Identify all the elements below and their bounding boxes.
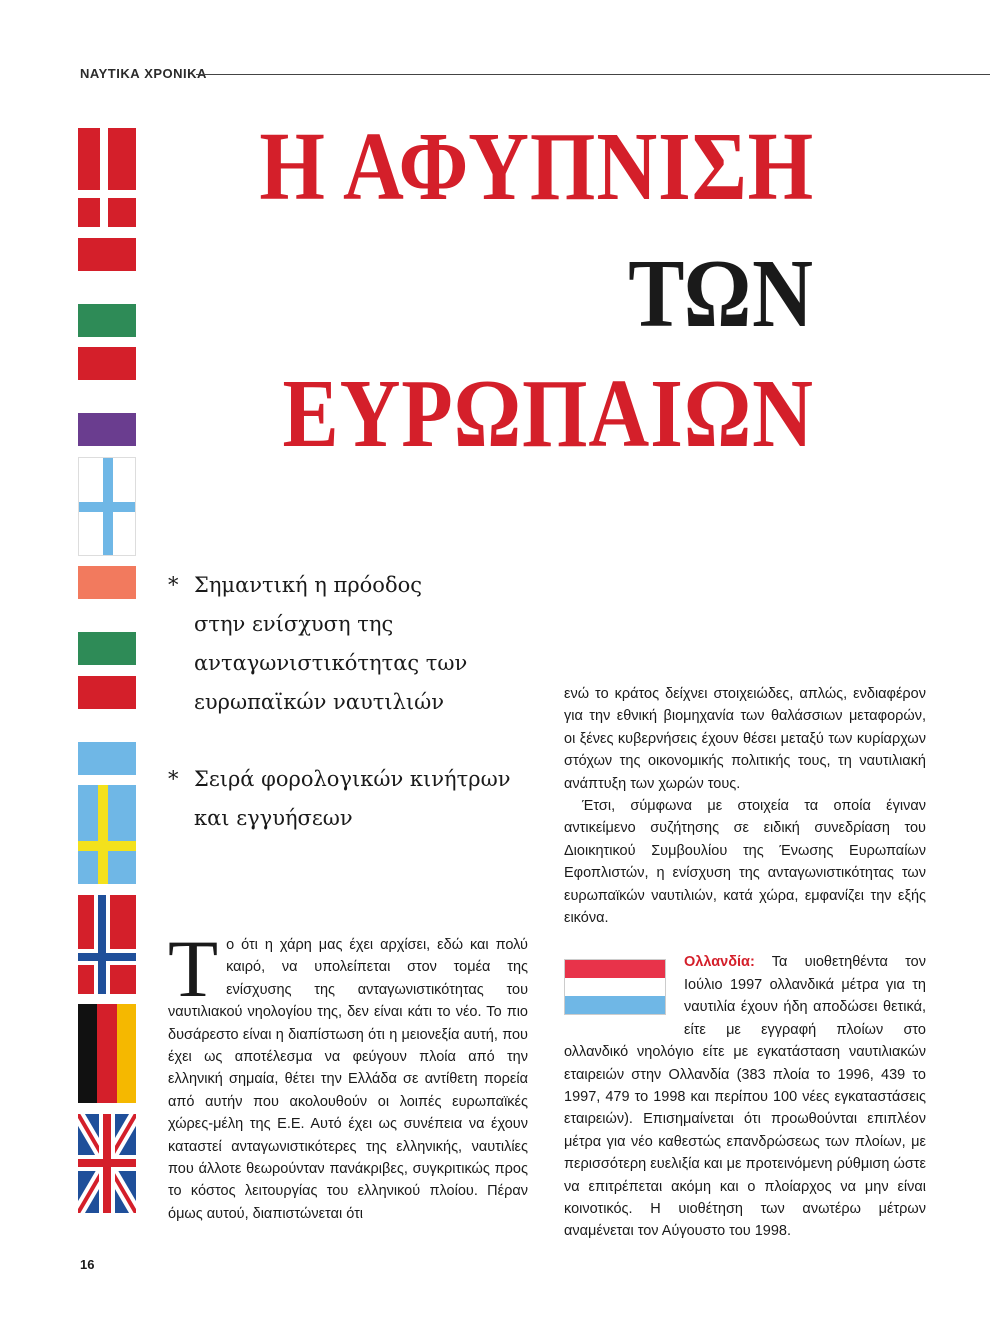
drop-cap: Τ <box>168 923 219 1014</box>
flag-finland <box>78 457 136 556</box>
flag-sweden <box>78 785 136 884</box>
flag-germany <box>78 1004 136 1103</box>
title-line-2: ΤΩΝ <box>628 240 814 348</box>
bullet-line: Σειρά φορολογικών κινήτρων <box>194 767 511 791</box>
flag-hungary <box>78 238 136 337</box>
bullet-line: Σημαντική η πρόοδος <box>194 573 422 597</box>
flag-netherlands <box>564 959 666 1015</box>
summary-bullets <box>168 566 548 838</box>
flag-orange-white-green <box>78 566 136 665</box>
body-paragraph: ενώ το κράτος δείχνει στοιχειώδες, απλώς, ενδιαφέρον για την εθνική βιομηχανία των θαλάσσιων μεταφορών, οι ξένες κυβερνήσεις έχουν θέσει μεταξύ των κυρίαρχων στόχων της οικονομικής πολιτικής τους, τη ναυτιλιακή ανάπτυξη των χωρών τους. <box>564 686 926 792</box>
title-line-1: Η ΑΦΥΠΝΙΣΗ <box>259 113 814 221</box>
bullet-star: * <box>168 767 179 791</box>
title-line-3: ΕΥΡΩΠΑΙΩΝ <box>282 360 814 468</box>
body-text: Τα υιοθετηθέντα τον Ιούλιο 1997 ολλανδικά μέτρα για τη ναυτιλία έχουν ήδη αποδώσει θετικά, είτε με εγγραφή πλοίων στο ολλανδικό νηολόγιο είτε με εγκατάσταση ναυτιλιακών εταιρειών στην Ολλανδία (383 πλοία το 1996, 439 το 1997, 479 το 1998 και περίπου 100 νέες εγκαταστάσεις εταιρειών). Επισημαίνεται ότι προωθούνται επιπλέον μέτρα για νέο καθεστώς επανδρώσεως των πλοίων, με περισσότερη ευελιξία και με προτεινόμενη ρύθμιση ώστε να επιτρέπεται ακόμη και ο πλοίαρχος να μην είναι κοινοτικός. Η υιοθέτηση των ανωτέρω μέτρων αναμένεται τον Αύγουστο του 1998. <box>564 954 926 1240</box>
page-number: 16 <box>80 1257 95 1272</box>
body-column-left <box>168 923 528 1225</box>
bullet-2 <box>168 760 548 838</box>
flag-norway <box>78 895 136 994</box>
bullet-line: και εγγυήσεων <box>194 806 353 830</box>
body-paragraph: ο ότι η χάρη μας έχει αρχίσει, εδώ και πολύ καιρό, να υπολείπεται στον τομέα της ενίσχυσης της ανταγωνιστικότητας του ναυτιλιακού νηολογίου της, δεν είναι κάτι το νέο. Το πιο δυσάρεστο είναι η διαπίστωση ότι η μειονεξία αυτή, που έχει ως αποτέλεσμα να φεύγουν πλοία από την ελληνική σημαία, θέτει την Ελλάδα σε αντίθετη πορεία από αυτήν που ακολουθούν οι λοιπές ευρωπαϊκές χώρες-μέλη της Ε.Ε. Αυτό έχει ως συνέπεια να έχουν καταστεί ανταγωνιστικότερες της ελληνικής, ναυτιλίες που άλλοτε θεωρούνταν πανάκριβες, συγκριτικώς προς το κόστος λειτουργίας του ελληνικού πλοίου. Πέραν όμως αυτού, διαπιστώνεται ότι <box>168 937 528 1222</box>
country-label: Ολλανδία: <box>684 954 755 971</box>
bullet-1 <box>168 566 548 722</box>
magazine-header: ΝΑΥΤΙΚΑ ΧΡΟΝΙΚΑ <box>80 66 207 81</box>
bullet-line: ευρωπαϊκών ναυτιλιών <box>194 690 445 714</box>
bullet-star: * <box>168 573 179 597</box>
flag-red-white-purple <box>78 347 136 446</box>
flag-united-kingdom <box>78 1114 136 1213</box>
bullet-line: ανταγωνιστικότητας των <box>194 651 468 675</box>
body-paragraph: Έτσι, σύμφωνα με στοιχεία τα οποία έγιναν αντικείμενο συζήτησης σε ειδική συνεδρίαση του Διοικητικού Συμβουλίου της Ένωσης Ευρωπαίων Εφοπλιστών, η ενίσχυση της ανταγωνιστικότητας των ευρωπαϊκών ναυτιλιών, κατά χώρα, εμφανίζει την εξής εικόνα. <box>564 798 926 927</box>
flag-denmark <box>78 128 136 227</box>
body-column-right <box>564 683 926 1243</box>
flag-red-white-blue <box>78 676 136 775</box>
header-rule <box>196 74 990 75</box>
bullet-line: στην ενίσχυση της <box>194 612 394 636</box>
